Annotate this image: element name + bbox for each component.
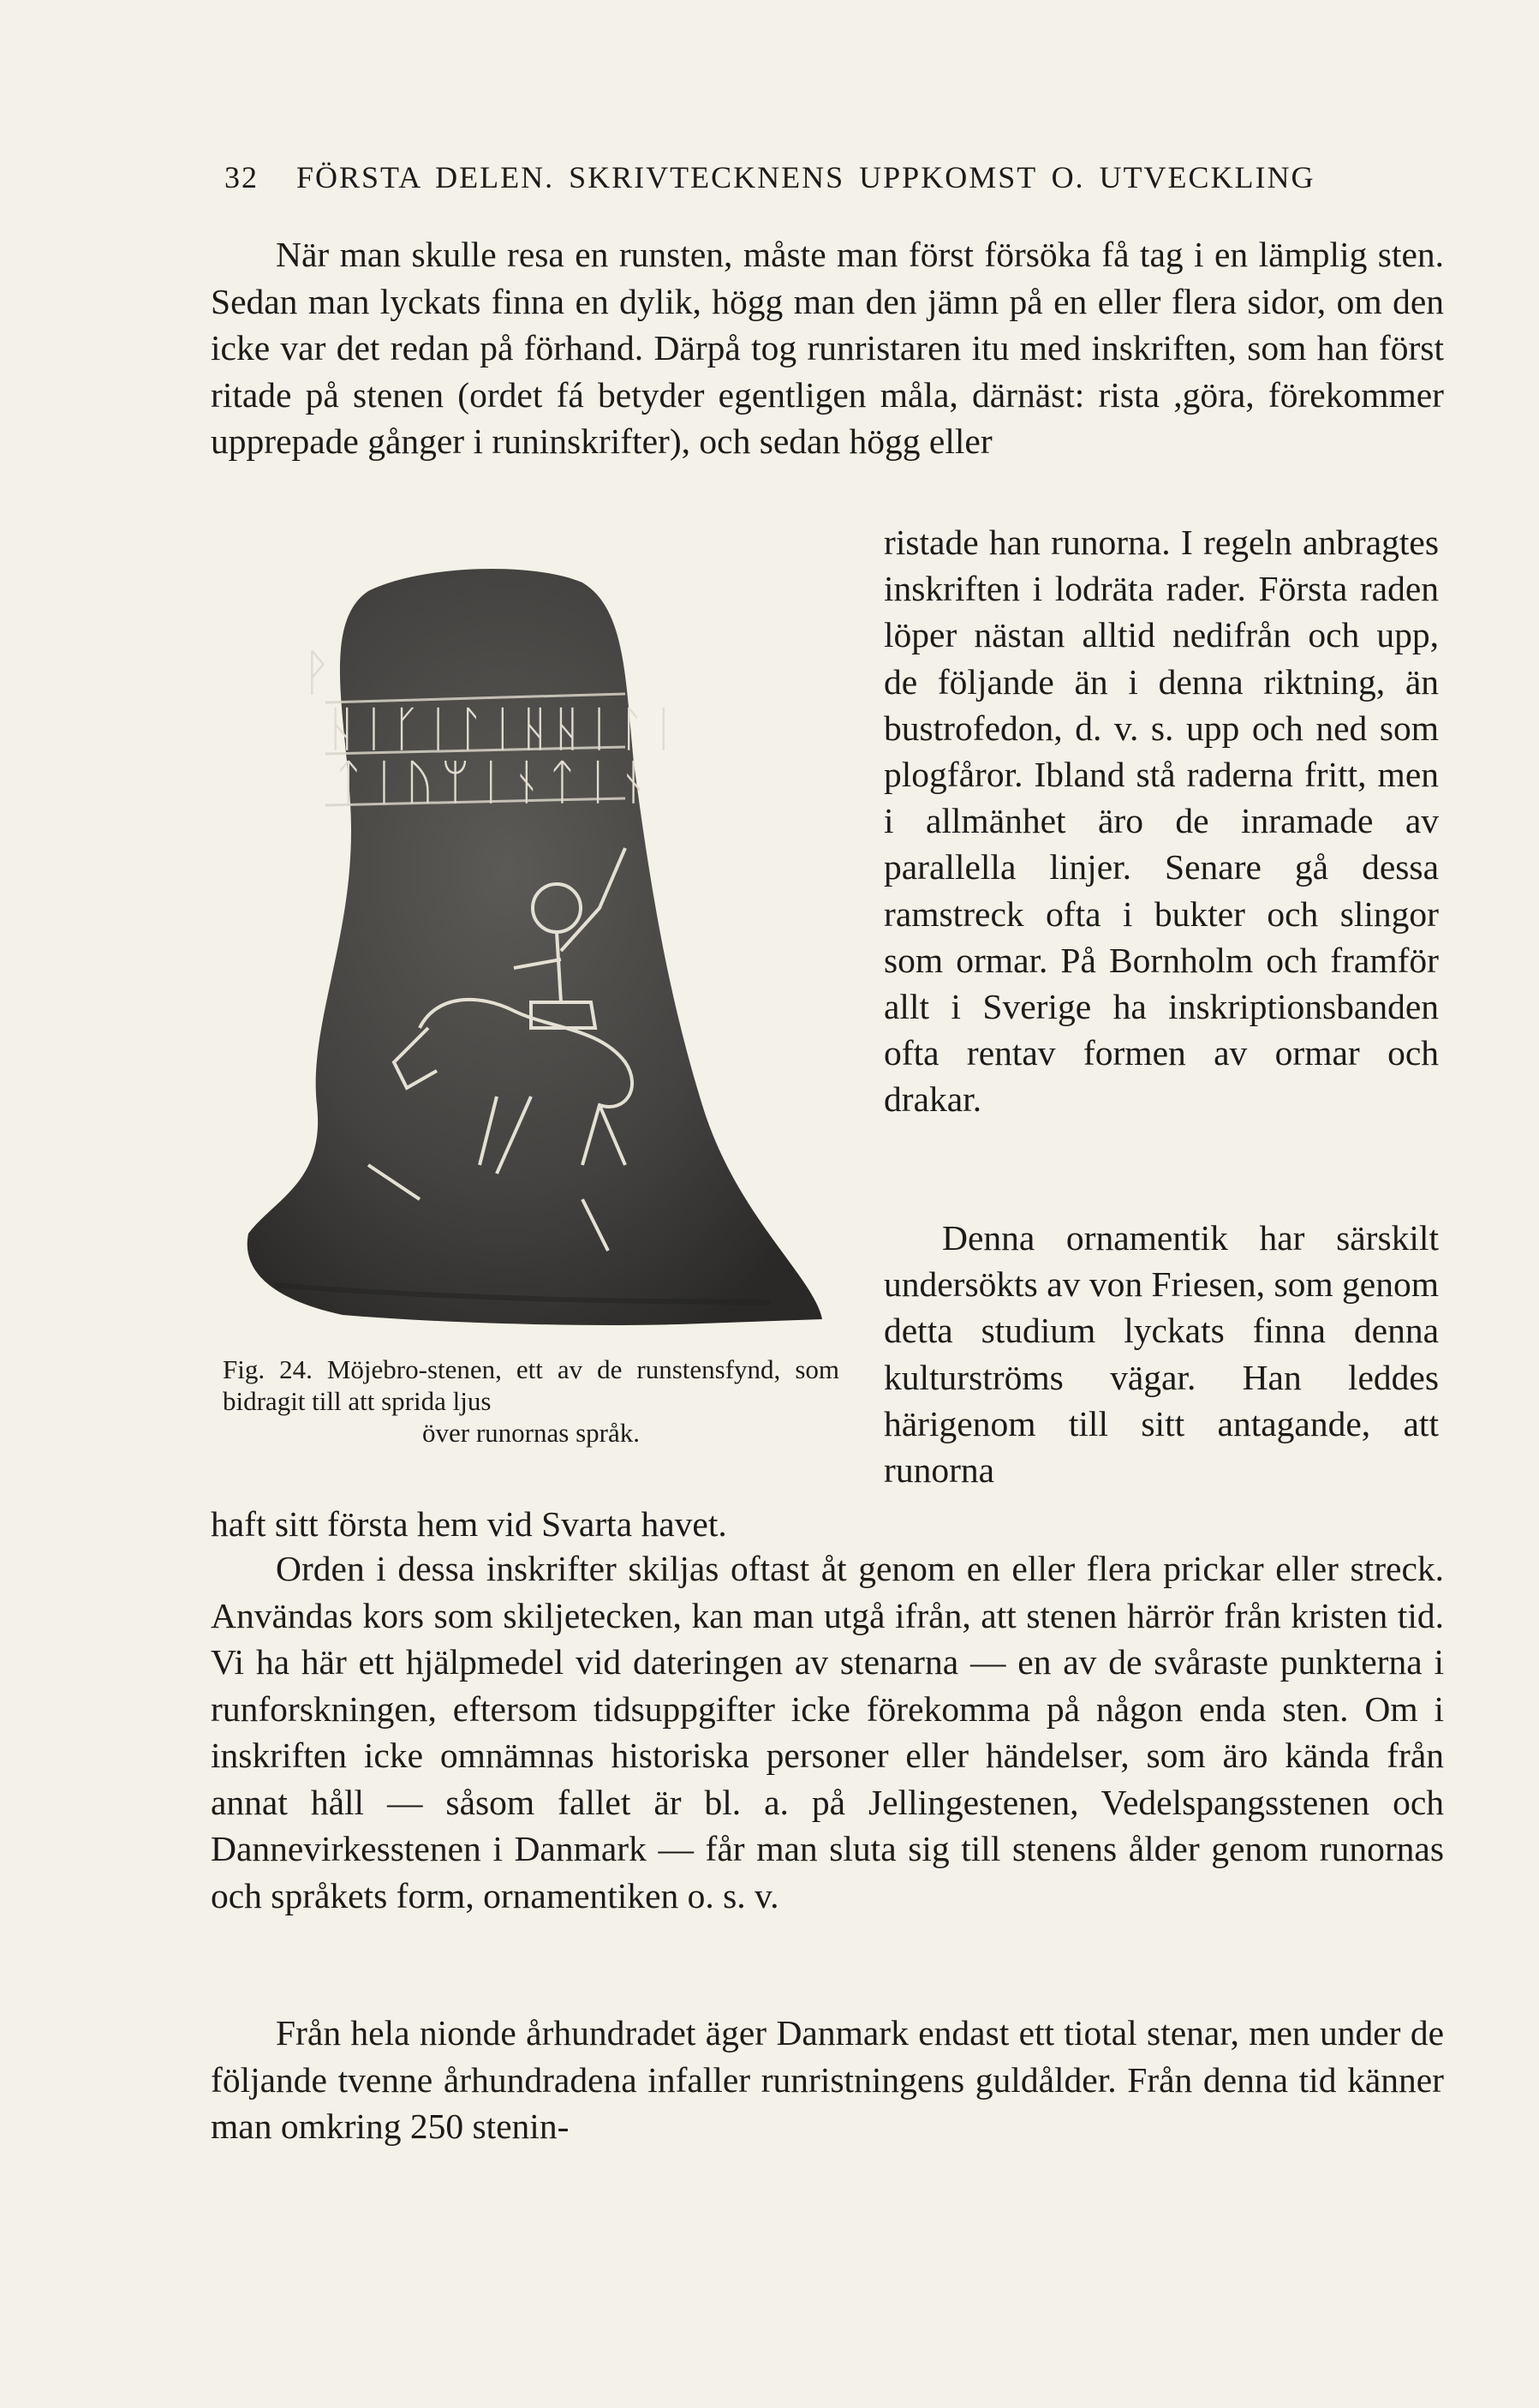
rune-top-glyph: ᚹ xyxy=(301,643,331,702)
running-header xyxy=(224,159,1441,195)
paragraph-2-end: haft sitt första hem vid Svarta havet. xyxy=(211,1504,727,1544)
stone-silhouette xyxy=(248,569,822,1325)
side-paragraph-1: ristade han runorna. I regeln anbragtes inskriften i lodräta rader. Första raden löper nästan alltid nedifrån och upp, de följande än i denna riktning, än bustrofedon, d. v. s. upp och ned som plogfåror. Ibland stå raderna fritt, men i allmänhet äro de inramade av parallella linjer. Senare gå dessa ramstreck ofta i bukter och slingor som ormar. På Bornholm och framför allt i Sverige ha inskriptionsbanden ofta rentav formen av ormar och drakar. xyxy=(884,523,1439,1120)
paragraph-3: Orden i dessa inskrifter skiljas oftast åt genom en eller flera prickar eller streck. Användas kors som skiljetecken, kan man utgå ifrån, att stenen härrör från kristen tid. Vi ha här ett hjälpmedel vid dateringen av stenarna — en av de svåraste punkterna i runforskningen, eftersom tidsuppgifter icke förekomma på någon enda sten. Om i inskriften icke omnämnas historiska personer eller händelser, som äro kända från annat håll — såsom fallet är bl. a. på Jellingestenen, Vedelspangsstenen och Dannevirkesstenen i Danmark — får man sluta sig till stenens ålder genom runornas och språkets form, ornamentiken o. s. v. xyxy=(211,1549,1444,1915)
paragraph-1: När man skulle resa en runsten, måste man först försöka få tag i en lämplig sten. Sedan man lyckats finna en dylik, högg man den jämn på en eller flera sidor, om den icke var det redan på förhand. Därpå tog runristaren itu med inskriften, som han först ritade på stenen (ordet fá betyder egentligen måla, därnäst: rista ,göra, förekommer upprepade gånger i runinskrifter), och sedan högg eller xyxy=(211,235,1444,461)
rune-stone-image xyxy=(223,548,839,1345)
page-number: 32 xyxy=(224,160,259,194)
mojebro-stone-figure xyxy=(223,548,839,1345)
side-paragraph-2: Denna ornamentik har särskilt undersökts av von Friesen, som genom detta studium lyckats finna denna kulturströms vägar. Han leddes härigenom till sitt antagande, att runorna xyxy=(884,1218,1439,1491)
rune-row-1: ᚺᛁᚴᛁᛚᛁᚺᚺᛁᛚᛁ xyxy=(327,702,682,757)
figure-caption xyxy=(223,1353,839,1449)
caption-line-2: över runornas språk. xyxy=(422,1418,640,1448)
rune-row-2: ᛏᛁᚢᛘᛁᚾᛏᛁᚾ xyxy=(334,755,655,810)
running-title: FÖRSTA DELEN. SKRIVTECKNENS UPPKOMST O. UTVECKLING xyxy=(296,160,1315,194)
paragraph-4: Från hela nionde århundradet äger Danmark endast ett tiotal stenar, men under de följande tvenne århundradena infaller runristningens guldålder. Från denna tid känner man omkring 250 stenin- xyxy=(211,2013,1444,2146)
caption-line-1: Fig. 24. Möjebro-stenen, ett av de runstensfynd, som bidragit till att sprida ljus xyxy=(223,1354,839,1416)
